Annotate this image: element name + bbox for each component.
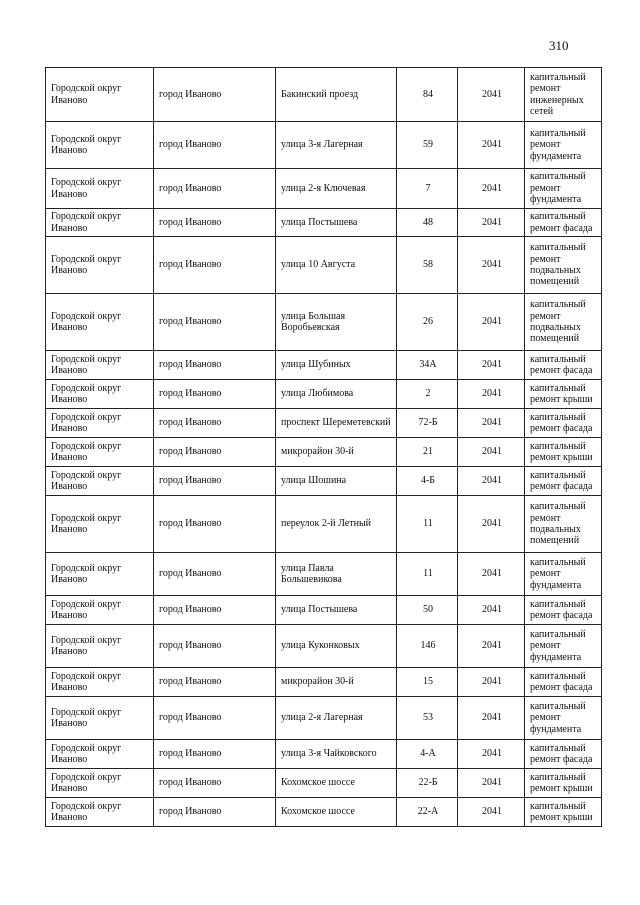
table-row: [46, 496, 602, 553]
table-row: [46, 380, 602, 409]
district-cell: Городской округ Иваново: [46, 438, 154, 467]
table-row: [46, 798, 602, 827]
year-cell: 2041: [458, 409, 525, 438]
work-type-cell: капитальный ремонт фундамента: [525, 169, 602, 209]
settlement-cell: город Иваново: [154, 798, 276, 827]
work-type-cell: капитальный ремонт фасада: [525, 596, 602, 625]
table-row: [46, 294, 602, 351]
table-row: [46, 122, 602, 169]
house-number-cell: 22-А: [397, 798, 458, 827]
district-cell: Городской округ Иваново: [46, 380, 154, 409]
settlement-cell: город Иваново: [154, 409, 276, 438]
year-cell: 2041: [458, 169, 525, 209]
house-number-cell: 50: [397, 596, 458, 625]
year-cell: 2041: [458, 553, 525, 596]
district-cell: Городской округ Иваново: [46, 740, 154, 769]
housing-repair-table: [45, 67, 602, 827]
year-cell: 2041: [458, 237, 525, 294]
work-type-cell: капитальный ремонт фасада: [525, 467, 602, 496]
work-type-cell: капитальный ремонт подвальных помещений: [525, 294, 602, 351]
settlement-cell: город Иваново: [154, 380, 276, 409]
year-cell: 2041: [458, 798, 525, 827]
street-cell: улица Павла Большевикова: [276, 553, 397, 596]
street-cell: проспект Шереметевский: [276, 409, 397, 438]
house-number-cell: 15: [397, 668, 458, 697]
work-type-cell: капитальный ремонт фундамента: [525, 553, 602, 596]
table-row: [46, 625, 602, 668]
table-row: [46, 169, 602, 209]
house-number-cell: 84: [397, 68, 458, 122]
year-cell: 2041: [458, 209, 525, 237]
year-cell: 2041: [458, 122, 525, 169]
house-number-cell: 26: [397, 294, 458, 351]
settlement-cell: город Иваново: [154, 68, 276, 122]
year-cell: 2041: [458, 467, 525, 496]
street-cell: Кохомское шоссе: [276, 798, 397, 827]
street-cell: микрорайон 30-й: [276, 438, 397, 467]
street-cell: улица Шубиных: [276, 351, 397, 380]
settlement-cell: город Иваново: [154, 237, 276, 294]
table-row: [46, 351, 602, 380]
table-row: [46, 553, 602, 596]
table-row: [46, 668, 602, 697]
street-cell: улица 10 Августа: [276, 237, 397, 294]
year-cell: 2041: [458, 769, 525, 798]
district-cell: Городской округ Иваново: [46, 553, 154, 596]
district-cell: Городской округ Иваново: [46, 169, 154, 209]
district-cell: Городской округ Иваново: [46, 798, 154, 827]
work-type-cell: капитальный ремонт фундамента: [525, 122, 602, 169]
settlement-cell: город Иваново: [154, 769, 276, 798]
street-cell: Бакинский проезд: [276, 68, 397, 122]
street-cell: переулок 2-й Летный: [276, 496, 397, 553]
work-type-cell: капитальный ремонт фасада: [525, 740, 602, 769]
settlement-cell: город Иваново: [154, 122, 276, 169]
district-cell: Городской округ Иваново: [46, 351, 154, 380]
work-type-cell: капитальный ремонт крыши: [525, 380, 602, 409]
settlement-cell: город Иваново: [154, 351, 276, 380]
street-cell: улица 3-я Чайковского: [276, 740, 397, 769]
house-number-cell: 53: [397, 697, 458, 740]
district-cell: Городской округ Иваново: [46, 122, 154, 169]
work-type-cell: капитальный ремонт подвальных помещений: [525, 496, 602, 553]
table-row: [46, 596, 602, 625]
house-number-cell: 72-Б: [397, 409, 458, 438]
work-type-cell: капитальный ремонт фасада: [525, 209, 602, 237]
settlement-cell: город Иваново: [154, 625, 276, 668]
settlement-cell: город Иваново: [154, 438, 276, 467]
year-cell: 2041: [458, 380, 525, 409]
district-cell: Городской округ Иваново: [46, 209, 154, 237]
settlement-cell: город Иваново: [154, 668, 276, 697]
work-type-cell: капитальный ремонт фундамента: [525, 697, 602, 740]
table-row: [46, 68, 602, 122]
house-number-cell: 7: [397, 169, 458, 209]
year-cell: 2041: [458, 596, 525, 625]
settlement-cell: город Иваново: [154, 169, 276, 209]
work-type-cell: капитальный ремонт фасада: [525, 351, 602, 380]
house-number-cell: 59: [397, 122, 458, 169]
settlement-cell: город Иваново: [154, 740, 276, 769]
district-cell: Городской округ Иваново: [46, 596, 154, 625]
table-row: [46, 740, 602, 769]
table-row: [46, 769, 602, 798]
house-number-cell: 4-А: [397, 740, 458, 769]
district-cell: Городской округ Иваново: [46, 625, 154, 668]
work-type-cell: капитальный ремонт фундамента: [525, 625, 602, 668]
house-number-cell: 2: [397, 380, 458, 409]
district-cell: Городской округ Иваново: [46, 668, 154, 697]
year-cell: 2041: [458, 68, 525, 122]
year-cell: 2041: [458, 668, 525, 697]
settlement-cell: город Иваново: [154, 697, 276, 740]
street-cell: улица Шошина: [276, 467, 397, 496]
house-number-cell: 34А: [397, 351, 458, 380]
street-cell: улица 2-я Лагерная: [276, 697, 397, 740]
table-row: [46, 467, 602, 496]
street-cell: Кохомское шоссе: [276, 769, 397, 798]
settlement-cell: город Иваново: [154, 294, 276, 351]
district-cell: Городской округ Иваново: [46, 697, 154, 740]
house-number-cell: 146: [397, 625, 458, 668]
year-cell: 2041: [458, 697, 525, 740]
street-cell: улица 2-я Ключевая: [276, 169, 397, 209]
year-cell: 2041: [458, 438, 525, 467]
street-cell: улица Постышева: [276, 209, 397, 237]
street-cell: улица Куконковых: [276, 625, 397, 668]
work-type-cell: капитальный ремонт фасада: [525, 668, 602, 697]
year-cell: 2041: [458, 740, 525, 769]
district-cell: Городской округ Иваново: [46, 68, 154, 122]
settlement-cell: город Иваново: [154, 596, 276, 625]
work-type-cell: капитальный ремонт крыши: [525, 769, 602, 798]
year-cell: 2041: [458, 294, 525, 351]
table-row: [46, 697, 602, 740]
settlement-cell: город Иваново: [154, 496, 276, 553]
house-number-cell: 48: [397, 209, 458, 237]
work-type-cell: капитальный ремонт инженерных сетей: [525, 68, 602, 122]
table-row: [46, 438, 602, 467]
work-type-cell: капитальный ремонт подвальных помещений: [525, 237, 602, 294]
street-cell: улица 3-я Лагерная: [276, 122, 397, 169]
district-cell: Городской округ Иваново: [46, 467, 154, 496]
district-cell: Городской округ Иваново: [46, 769, 154, 798]
work-type-cell: капитальный ремонт фасада: [525, 409, 602, 438]
house-number-cell: 11: [397, 553, 458, 596]
work-type-cell: капитальный ремонт крыши: [525, 438, 602, 467]
house-number-cell: 21: [397, 438, 458, 467]
street-cell: микрорайон 30-й: [276, 668, 397, 697]
house-number-cell: 4-Б: [397, 467, 458, 496]
year-cell: 2041: [458, 496, 525, 553]
district-cell: Городской округ Иваново: [46, 237, 154, 294]
house-number-cell: 58: [397, 237, 458, 294]
house-number-cell: 22-Б: [397, 769, 458, 798]
settlement-cell: город Иваново: [154, 553, 276, 596]
district-cell: Городской округ Иваново: [46, 294, 154, 351]
street-cell: улица Постышева: [276, 596, 397, 625]
settlement-cell: город Иваново: [154, 209, 276, 237]
district-cell: Городской округ Иваново: [46, 409, 154, 438]
house-number-cell: 11: [397, 496, 458, 553]
year-cell: 2041: [458, 351, 525, 380]
table-row: [46, 409, 602, 438]
work-type-cell: капитальный ремонт крыши: [525, 798, 602, 827]
table-row: [46, 209, 602, 237]
settlement-cell: город Иваново: [154, 467, 276, 496]
table-row: [46, 237, 602, 294]
street-cell: улица Любимова: [276, 380, 397, 409]
page-number: 310: [549, 38, 569, 53]
year-cell: 2041: [458, 625, 525, 668]
street-cell: улица Большая Воробьевская: [276, 294, 397, 351]
district-cell: Городской округ Иваново: [46, 496, 154, 553]
